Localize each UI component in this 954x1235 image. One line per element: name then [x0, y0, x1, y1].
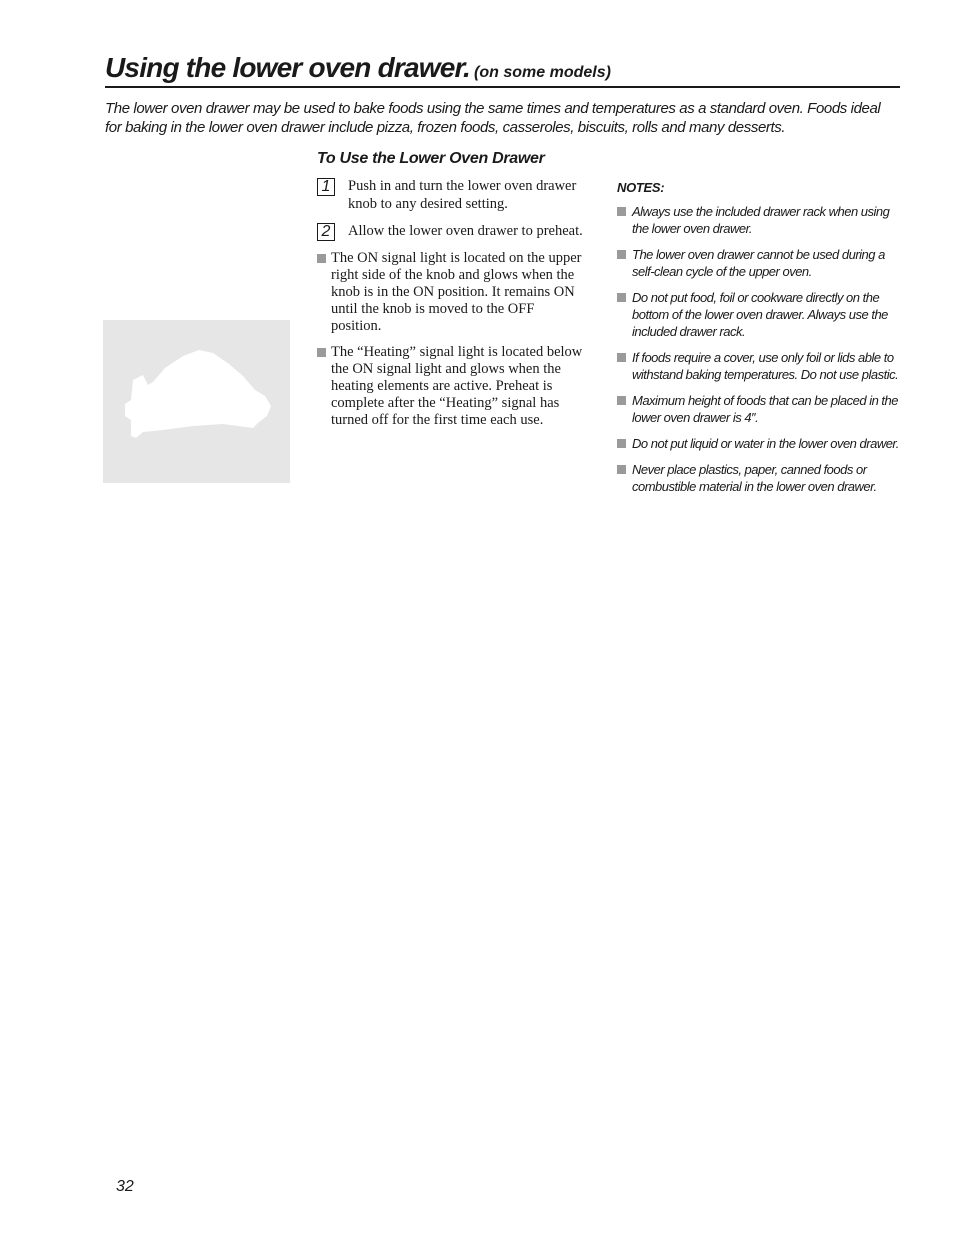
step-number: 2 — [317, 223, 335, 241]
page-number: 32 — [116, 1178, 134, 1195]
note-item — [617, 289, 902, 340]
step-1 — [317, 177, 585, 213]
list-item — [317, 250, 585, 335]
note-text: Never place plastics, paper, canned foods or combustible material in the lower oven drawer. — [632, 462, 877, 494]
list-item — [317, 344, 585, 429]
bullet-square-icon — [617, 250, 626, 259]
note-item — [617, 461, 902, 495]
bullet-text: The ON signal light is located on the upper right side of the knob and glows when the knob is in the ON position. It remains ON until the knob is moved to the OFF position. — [331, 250, 582, 334]
bullet-square-icon — [317, 254, 326, 263]
instructions-column — [317, 150, 585, 438]
note-item — [617, 246, 902, 280]
bullet-square-icon — [317, 348, 326, 357]
bullet-square-icon — [617, 293, 626, 302]
title-rule — [105, 86, 900, 88]
note-text: Maximum height of foods that can be placed in the lower oven drawer is 4″. — [632, 393, 899, 425]
section-heading: To Use the Lower Oven Drawer — [317, 150, 545, 167]
bullet-square-icon — [617, 396, 626, 405]
note-text: Always use the included drawer rack when using the lower oven drawer. — [632, 204, 890, 236]
drawer-illustration — [103, 320, 290, 483]
step-2 — [317, 222, 585, 241]
title-main: Using the lower oven drawer. — [105, 52, 471, 83]
note-item — [617, 349, 902, 383]
bullet-square-icon — [617, 353, 626, 362]
note-text: If foods require a cover, use only foil or lids able to withstand baking temperatures. Do not use plastic. — [632, 350, 899, 382]
intro-paragraph: The lower oven drawer may be used to bake foods using the same times and temperatures as a standard oven. Foods ideal for baking in the lower oven drawer include pizza, frozen foods, casseroles, biscuits, rolls and many desserts. — [105, 100, 881, 136]
bullet-text: The “Heating” signal light is located below the ON signal light and glows when the heating elements are active. Preheat is complete after the “Heating” signal has turned off for the first time each use. — [331, 344, 583, 428]
note-item — [617, 392, 902, 426]
note-item — [617, 203, 902, 237]
bullet-square-icon — [617, 465, 626, 474]
title-subtitle: (on some models) — [474, 64, 611, 81]
notes-heading: NOTES: — [617, 180, 665, 195]
note-text: Do not put food, foil or cookware directly on the bottom of the lower oven drawer. Always use the included drawer rack. — [632, 290, 888, 339]
note-text: The lower oven drawer cannot be used during a self-clean cycle of the upper oven. — [632, 247, 885, 279]
bullet-square-icon — [617, 439, 626, 448]
note-item — [617, 435, 902, 452]
note-text: Do not put liquid or water in the lower oven drawer. — [632, 436, 899, 451]
page-title — [105, 48, 900, 85]
step-number: 1 — [317, 178, 335, 196]
notes-column — [617, 180, 902, 504]
bullet-square-icon — [617, 207, 626, 216]
drawer-illustration-icon — [103, 320, 290, 483]
step-text: Push in and turn the lower oven drawer knob to any desired setting. — [348, 178, 577, 212]
step-text: Allow the lower oven drawer to preheat. — [348, 223, 583, 239]
